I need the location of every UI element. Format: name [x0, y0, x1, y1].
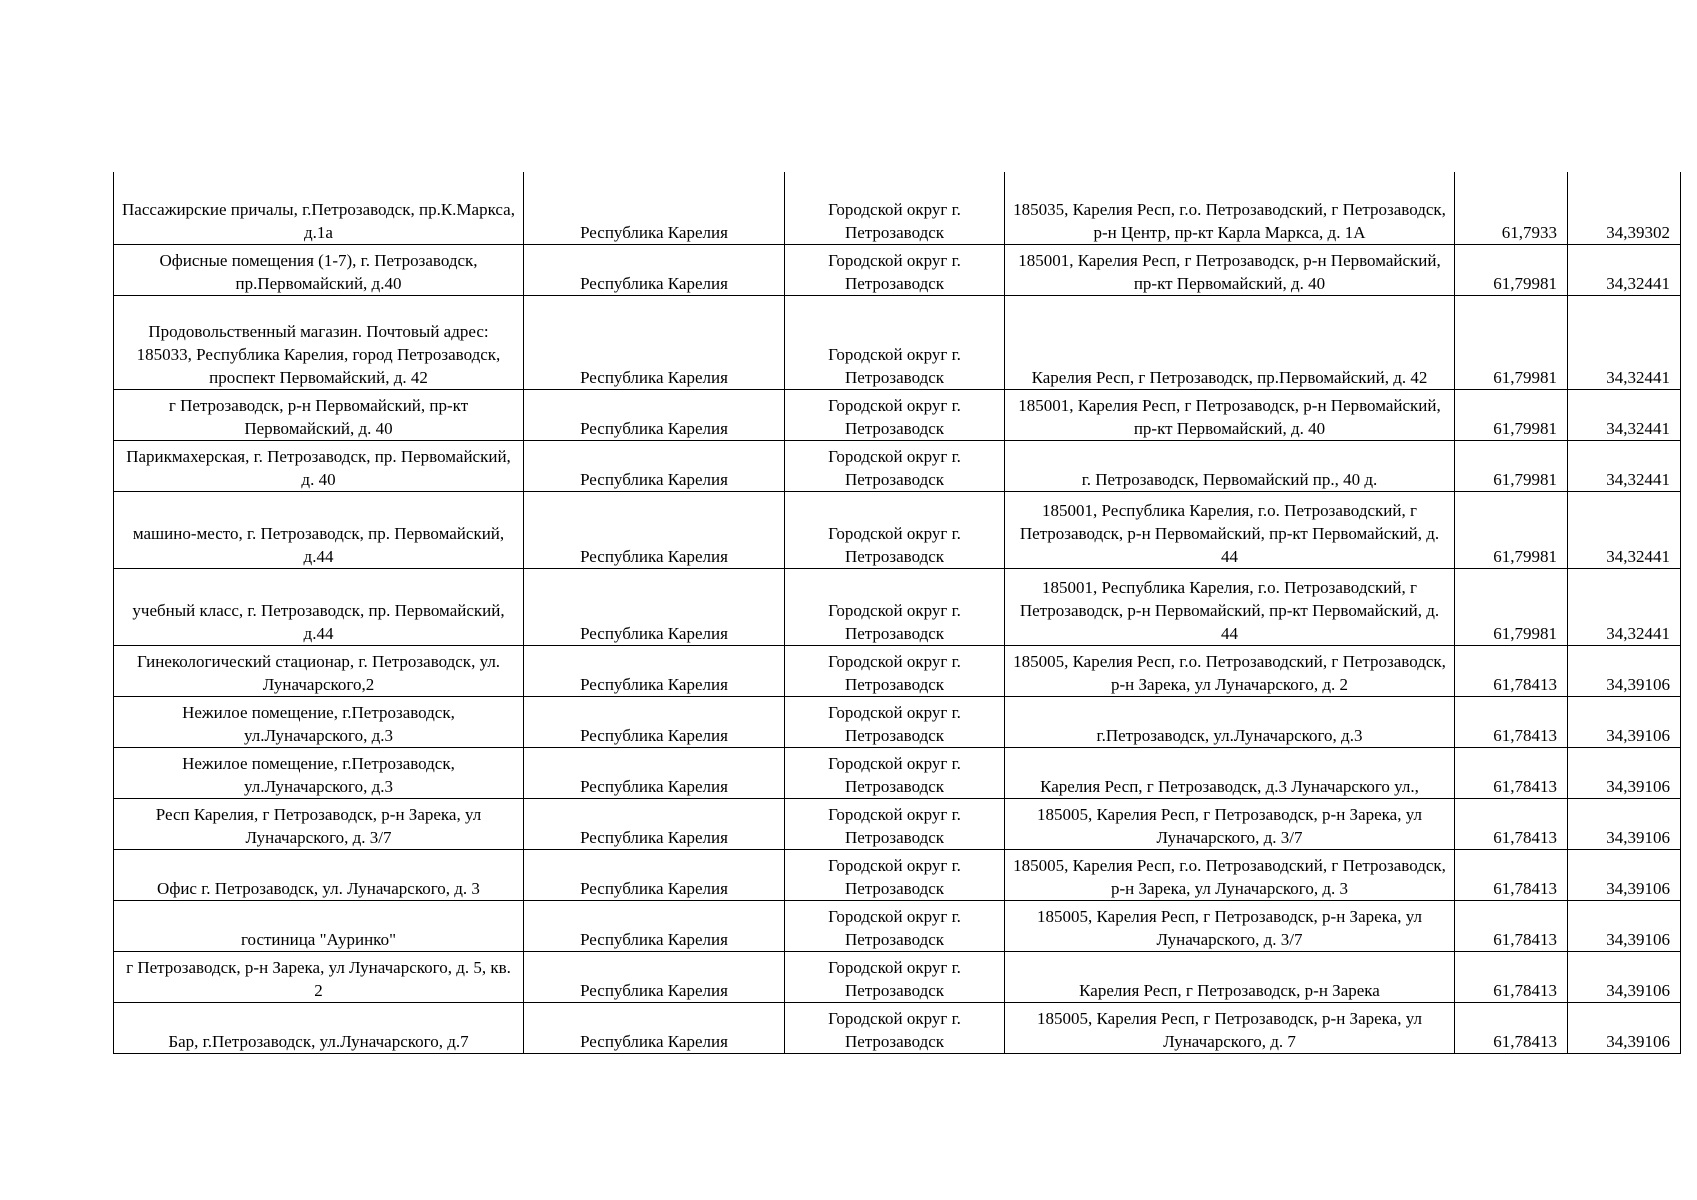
table-row: [114, 645, 1681, 696]
address-cell: г.Петрозаводск, ул.Луначарского, д.3: [1005, 696, 1455, 747]
table-row: [114, 440, 1681, 491]
region-cell: Республика Карелия: [524, 440, 785, 491]
region-cell: Республика Карелия: [524, 747, 785, 798]
region-cell: Республика Карелия: [524, 244, 785, 295]
district-cell: Городской округ г. Петрозаводск: [785, 798, 1005, 849]
object-name-cell: Продовольственный магазин. Почтовый адрес: 185033, Республика Карелия, город Петрозаводск, проспект Первомайский, д. 42: [114, 295, 524, 389]
region-cell: Республика Карелия: [524, 696, 785, 747]
latitude-cell: 61,79981: [1455, 440, 1568, 491]
object-name-cell: Офис г. Петрозаводск, ул. Луначарского, д. 3: [114, 849, 524, 900]
object-name-cell: Нежилое помещение, г.Петрозаводск, ул.Луначарского, д.3: [114, 747, 524, 798]
latitude-cell: 61,79981: [1455, 568, 1568, 645]
latitude-cell: 61,79981: [1455, 389, 1568, 440]
table-row: [114, 568, 1681, 645]
object-name-cell: машино-место, г. Петрозаводск, пр. Первомайский, д.44: [114, 491, 524, 568]
longitude-cell: 34,39302: [1568, 172, 1681, 244]
district-cell: Городской округ г. Петрозаводск: [785, 440, 1005, 491]
table-row: [114, 849, 1681, 900]
district-cell: Городской округ г. Петрозаводск: [785, 568, 1005, 645]
address-cell: 185005, Карелия Респ, г.о. Петрозаводский, г Петрозаводск, р-н Зарека, ул Луначарского, д. 2: [1005, 645, 1455, 696]
latitude-cell: 61,78413: [1455, 645, 1568, 696]
latitude-cell: 61,78413: [1455, 900, 1568, 951]
longitude-cell: 34,32441: [1568, 244, 1681, 295]
district-cell: Городской округ г. Петрозаводск: [785, 951, 1005, 1002]
longitude-cell: 34,39106: [1568, 1002, 1681, 1053]
address-cell: г. Петрозаводск, Первомайский пр., 40 д.: [1005, 440, 1455, 491]
latitude-cell: 61,78413: [1455, 798, 1568, 849]
address-cell: Карелия Респ, г Петрозаводск, пр.Первомайский, д. 42: [1005, 295, 1455, 389]
longitude-cell: 34,39106: [1568, 900, 1681, 951]
address-cell: 185001, Карелия Респ, г Петрозаводск, р-н Первомайский, пр-кт Первомайский, д. 40: [1005, 244, 1455, 295]
district-cell: Городской округ г. Петрозаводск: [785, 389, 1005, 440]
region-cell: Республика Карелия: [524, 1002, 785, 1053]
region-cell: Республика Карелия: [524, 849, 785, 900]
object-name-cell: г Петрозаводск, р-н Первомайский, пр-кт Первомайский, д. 40: [114, 389, 524, 440]
region-cell: Республика Карелия: [524, 389, 785, 440]
region-cell: Республика Карелия: [524, 295, 785, 389]
address-cell: Карелия Респ, г Петрозаводск, р-н Зарека: [1005, 951, 1455, 1002]
latitude-cell: 61,78413: [1455, 951, 1568, 1002]
object-name-cell: Нежилое помещение, г.Петрозаводск, ул.Луначарского, д.3: [114, 696, 524, 747]
table-row: [114, 951, 1681, 1002]
latitude-cell: 61,7933: [1455, 172, 1568, 244]
table-row: [114, 244, 1681, 295]
object-name-cell: гостиница "Ауринко": [114, 900, 524, 951]
district-cell: Городской округ г. Петрозаводск: [785, 295, 1005, 389]
address-cell: 185001, Карелия Респ, г Петрозаводск, р-н Первомайский, пр-кт Первомайский, д. 40: [1005, 389, 1455, 440]
table-row: [114, 172, 1681, 244]
longitude-cell: 34,32441: [1568, 440, 1681, 491]
table-row: [114, 798, 1681, 849]
longitude-cell: 34,39106: [1568, 645, 1681, 696]
latitude-cell: 61,78413: [1455, 747, 1568, 798]
region-cell: Республика Карелия: [524, 172, 785, 244]
longitude-cell: 34,32441: [1568, 295, 1681, 389]
region-cell: Республика Карелия: [524, 491, 785, 568]
address-cell: 185005, Карелия Респ, г Петрозаводск, р-н Зарека, ул Луначарского, д. 3/7: [1005, 900, 1455, 951]
longitude-cell: 34,32441: [1568, 389, 1681, 440]
latitude-cell: 61,78413: [1455, 696, 1568, 747]
table-row: [114, 696, 1681, 747]
latitude-cell: 61,79981: [1455, 491, 1568, 568]
address-cell: 185001, Республика Карелия, г.о. Петрозаводский, г Петрозаводск, р-н Первомайский, пр-кт Первомайский, д. 44: [1005, 568, 1455, 645]
address-cell: 185005, Карелия Респ, г Петрозаводск, р-н Зарека, ул Луначарского, д. 3/7: [1005, 798, 1455, 849]
table-row: [114, 900, 1681, 951]
table-row: [114, 389, 1681, 440]
object-name-cell: Гинекологический стационар, г. Петрозаводск, ул. Луначарского,2: [114, 645, 524, 696]
address-cell: 185005, Карелия Респ, г Петрозаводск, р-н Зарека, ул Луначарского, д. 7: [1005, 1002, 1455, 1053]
address-cell: 185035, Карелия Респ, г.о. Петрозаводский, г Петрозаводск, р-н Центр, пр-кт Карла Маркса, д. 1А: [1005, 172, 1455, 244]
latitude-cell: 61,79981: [1455, 244, 1568, 295]
address-cell: 185001, Республика Карелия, г.о. Петрозаводский, г Петрозаводск, р-н Первомайский, пр-кт Первомайский, д. 44: [1005, 491, 1455, 568]
district-cell: Городской округ г. Петрозаводск: [785, 849, 1005, 900]
district-cell: Городской округ г. Петрозаводск: [785, 244, 1005, 295]
longitude-cell: 34,39106: [1568, 747, 1681, 798]
longitude-cell: 34,32441: [1568, 568, 1681, 645]
region-cell: Республика Карелия: [524, 645, 785, 696]
longitude-cell: 34,39106: [1568, 849, 1681, 900]
region-cell: Республика Карелия: [524, 900, 785, 951]
district-cell: Городской округ г. Петрозаводск: [785, 1002, 1005, 1053]
table-row: [114, 491, 1681, 568]
district-cell: Городской округ г. Петрозаводск: [785, 491, 1005, 568]
objects-table: [113, 172, 1681, 1054]
region-cell: Республика Карелия: [524, 951, 785, 1002]
region-cell: Республика Карелия: [524, 568, 785, 645]
objects-table-body: [114, 172, 1681, 1053]
district-cell: Городской округ г. Петрозаводск: [785, 747, 1005, 798]
latitude-cell: 61,79981: [1455, 295, 1568, 389]
object-name-cell: Респ Карелия, г Петрозаводск, р-н Зарека, ул Луначарского, д. 3/7: [114, 798, 524, 849]
object-name-cell: Пассажирские причалы, г.Петрозаводск, пр.К.Маркса, д.1а: [114, 172, 524, 244]
longitude-cell: 34,39106: [1568, 696, 1681, 747]
region-cell: Республика Карелия: [524, 798, 785, 849]
table-row: [114, 295, 1681, 389]
object-name-cell: Парикмахерская, г. Петрозаводск, пр. Первомайский, д. 40: [114, 440, 524, 491]
address-cell: Карелия Респ, г Петрозаводск, д.3 Луначарского ул.,: [1005, 747, 1455, 798]
table-row: [114, 747, 1681, 798]
longitude-cell: 34,39106: [1568, 798, 1681, 849]
object-name-cell: г Петрозаводск, р-н Зарека, ул Луначарского, д. 5, кв. 2: [114, 951, 524, 1002]
district-cell: Городской округ г. Петрозаводск: [785, 645, 1005, 696]
object-name-cell: Бар, г.Петрозаводск, ул.Луначарского, д.7: [114, 1002, 524, 1053]
address-cell: 185005, Карелия Респ, г.о. Петрозаводский, г Петрозаводск, р-н Зарека, ул Луначарского, д. 3: [1005, 849, 1455, 900]
latitude-cell: 61,78413: [1455, 849, 1568, 900]
longitude-cell: 34,39106: [1568, 951, 1681, 1002]
district-cell: Городской округ г. Петрозаводск: [785, 172, 1005, 244]
latitude-cell: 61,78413: [1455, 1002, 1568, 1053]
district-cell: Городской округ г. Петрозаводск: [785, 696, 1005, 747]
longitude-cell: 34,32441: [1568, 491, 1681, 568]
object-name-cell: Офисные помещения (1-7), г. Петрозаводск, пр.Первомайский, д.40: [114, 244, 524, 295]
district-cell: Городской округ г. Петрозаводск: [785, 900, 1005, 951]
object-name-cell: учебный класс, г. Петрозаводск, пр. Первомайский, д.44: [114, 568, 524, 645]
table-row: [114, 1002, 1681, 1053]
